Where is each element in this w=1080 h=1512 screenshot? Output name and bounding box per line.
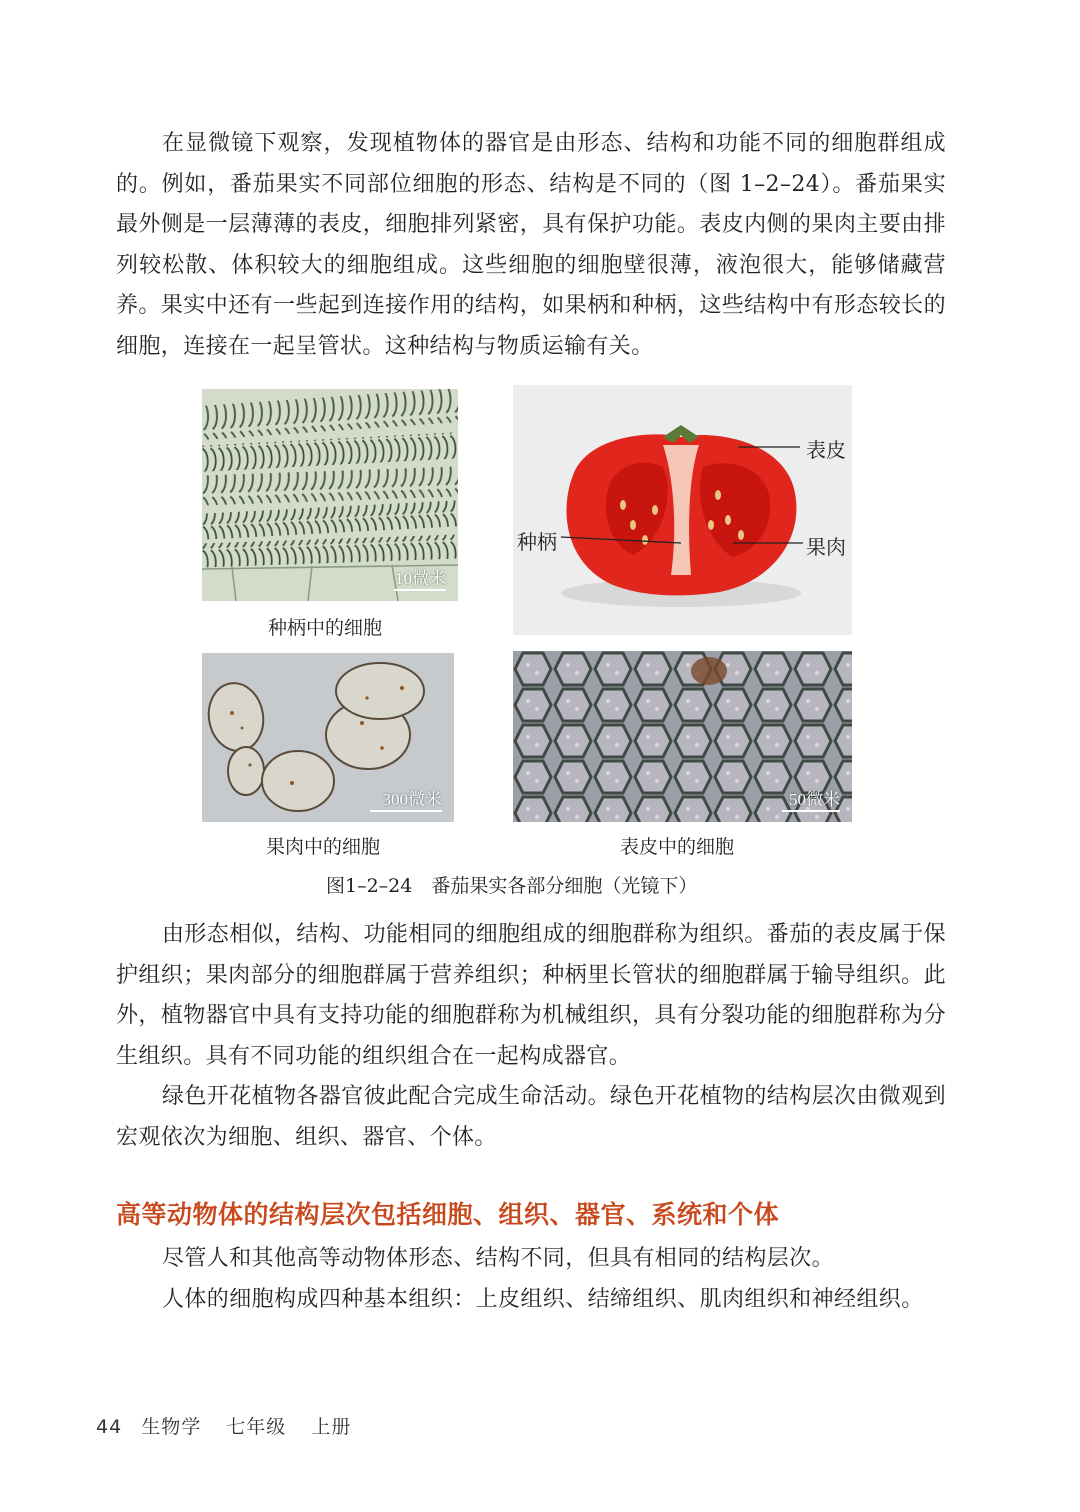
flesh-cells-micrograph — [202, 653, 454, 822]
panel-caption: 种柄中的细胞 — [268, 617, 383, 639]
tomato-section-image — [513, 385, 852, 635]
body-paragraph: 由形态相似，结构、功能相同的细胞组成的细胞群称为组织。番茄的表皮属于保护组织；果肉部分的细胞群属于营养组织；种柄里长管状的细胞群属于输导组织。此外，植物器官中具有支持功能的细胞群称为机械组织，具有分裂功能的细胞群称为分生组织。具有不同功能的组织组合在一起构成器官。 — [116, 922, 947, 1069]
label-flesh: 果肉 — [806, 535, 846, 559]
stalk-cells-micrograph — [202, 389, 458, 601]
page-number: 44 — [96, 1416, 123, 1438]
figure-caption: 图1–2–24 番茄果实各部分细胞（光镜下） — [326, 875, 698, 897]
body-paragraph: 尽管人和其他高等动物体形态、结构不同，但具有相同的结构层次。 — [162, 1246, 835, 1271]
scale-label: 50微米 — [789, 790, 840, 809]
book-volume: 上册 — [311, 1416, 352, 1438]
scale-label: 10微米 — [395, 569, 446, 588]
scale-bar — [394, 589, 446, 591]
panel-caption: 表皮中的细胞 — [620, 836, 735, 858]
label-seed-stalk: 种柄 — [517, 530, 557, 554]
body-paragraph: 在显微镜下观察，发现植物体的器官是由形态、结构和功能不同的细胞群组成的。例如，番茄果实不同部位细胞的形态、结构是不同的（图 1–2–24）。番茄果实最外侧是一层薄薄的表皮，细胞排列紧密，具有保护功能。表皮内侧的果肉主要由排列较松散、体积较大的细胞组成。这些细胞的细胞壁很薄，液泡很大，能够储藏营养。果实中还有一些起到连接作用的结构，如果柄和种柄，这些结构中有形态较长的细胞，连接在一起呈管状。这种结构与物质运输有关。 — [116, 131, 946, 359]
panel-caption: 果肉中的细胞 — [266, 836, 381, 858]
body-paragraph: 绿色开花植物各器官彼此配合完成生命活动。绿色开花植物的结构层次由微观到宏观依次为细胞、组织、器官、个体。 — [116, 1084, 947, 1150]
body-paragraph: 人体的细胞构成四种基本组织：上皮组织、结缔组织、肌肉组织和神经组织。 — [162, 1287, 924, 1312]
scale-label: 300微米 — [382, 790, 442, 809]
tomato-cross-section — [513, 385, 852, 635]
page-footer — [96, 1412, 351, 1439]
book-grade: 七年级 — [226, 1416, 287, 1438]
book-subject: 生物学 — [141, 1416, 202, 1438]
scale-bar — [370, 810, 442, 812]
section-heading: 高等动物体的结构层次包括细胞、组织、器官、系统和个体 — [116, 1200, 780, 1229]
label-skin: 表皮 — [806, 438, 846, 462]
scale-bar — [782, 810, 840, 812]
skin-cells-micrograph — [513, 651, 852, 822]
